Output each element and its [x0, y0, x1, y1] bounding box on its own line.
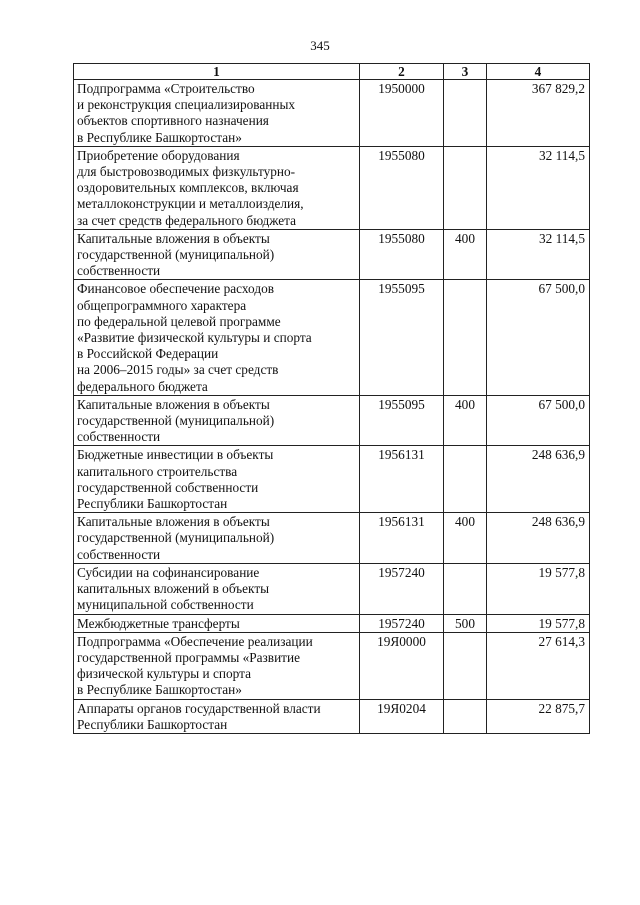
row-amount: 67 500,0: [487, 280, 590, 395]
row-code: 1950000: [360, 80, 444, 147]
row-name: Бюджетные инвестиции в объекты капитального строительства государственной собственности Республики Башкортостан: [74, 446, 360, 513]
column-header-4: 4: [487, 64, 590, 80]
row-name: Межбюджетные трансферты: [74, 614, 360, 632]
row-code: 1955080: [360, 146, 444, 229]
row-amount: 67 500,0: [487, 395, 590, 446]
row-amount: 19 577,8: [487, 614, 590, 632]
row-type: 500: [444, 614, 487, 632]
row-code: 19Я0204: [360, 699, 444, 733]
table-row: [74, 632, 590, 699]
row-amount: 19 577,8: [487, 563, 590, 614]
column-header-2: 2: [360, 64, 444, 80]
table-row: [74, 513, 590, 564]
row-type: [444, 632, 487, 699]
row-amount: 22 875,7: [487, 699, 590, 733]
row-name: Подпрограмма «Строительство и реконструкция специализированных объектов спортивного назначения в Республике Башкортостан»: [74, 80, 360, 147]
row-type: 400: [444, 229, 487, 280]
row-type: [444, 280, 487, 395]
row-type: 400: [444, 513, 487, 564]
row-type: [444, 563, 487, 614]
table-header-row: [74, 64, 590, 80]
row-code: 1956131: [360, 446, 444, 513]
row-amount: 248 636,9: [487, 513, 590, 564]
row-type: [444, 146, 487, 229]
row-name: Приобретение оборудования для быстровозводимых физкультурно- оздоровительных комплексов, включая металлоконструкции и металлоизделия, за счет средств федерального бюджета: [74, 146, 360, 229]
row-name: Финансовое обеспечение расходов общепрограммного характера по федеральной целевой программе «Развитие физической культуры и спорта в Российской Федерации на 2006–2015 годы» за счет средств федерального бюджета: [74, 280, 360, 395]
row-name: Аппараты органов государственной власти Республики Башкортостан: [74, 699, 360, 733]
table-row: [74, 229, 590, 280]
table-row: [74, 614, 590, 632]
row-code: 1956131: [360, 513, 444, 564]
table-row: [74, 699, 590, 733]
table-row: [74, 446, 590, 513]
row-name: Капитальные вложения в объекты государственной (муниципальной) собственности: [74, 395, 360, 446]
table-row: [74, 146, 590, 229]
row-amount: 248 636,9: [487, 446, 590, 513]
row-code: 1955095: [360, 280, 444, 395]
row-code: 19Я0000: [360, 632, 444, 699]
row-code: 1955080: [360, 229, 444, 280]
row-code: 1957240: [360, 563, 444, 614]
row-name: Субсидии на софинансирование капитальных вложений в объекты муниципальной собственности: [74, 563, 360, 614]
row-type: [444, 446, 487, 513]
table-row: [74, 280, 590, 395]
row-amount: 367 829,2: [487, 80, 590, 147]
budget-table: [73, 63, 590, 734]
row-type: [444, 80, 487, 147]
row-amount: 27 614,3: [487, 632, 590, 699]
row-name: Подпрограмма «Обеспечение реализации государственной программы «Развитие физической культуры и спорта в Республике Башкортостан»: [74, 632, 360, 699]
table-row: [74, 80, 590, 147]
row-code: 1955095: [360, 395, 444, 446]
table-row: [74, 395, 590, 446]
column-header-3: 3: [444, 64, 487, 80]
row-name: Капитальные вложения в объекты государственной (муниципальной) собственности: [74, 513, 360, 564]
column-header-1: 1: [74, 64, 360, 80]
row-code: 1957240: [360, 614, 444, 632]
row-type: 400: [444, 395, 487, 446]
row-type: [444, 699, 487, 733]
table-row: [74, 563, 590, 614]
row-amount: 32 114,5: [487, 229, 590, 280]
page-number: 345: [310, 38, 330, 53]
row-amount: 32 114,5: [487, 146, 590, 229]
row-name: Капитальные вложения в объекты государственной (муниципальной) собственности: [74, 229, 360, 280]
